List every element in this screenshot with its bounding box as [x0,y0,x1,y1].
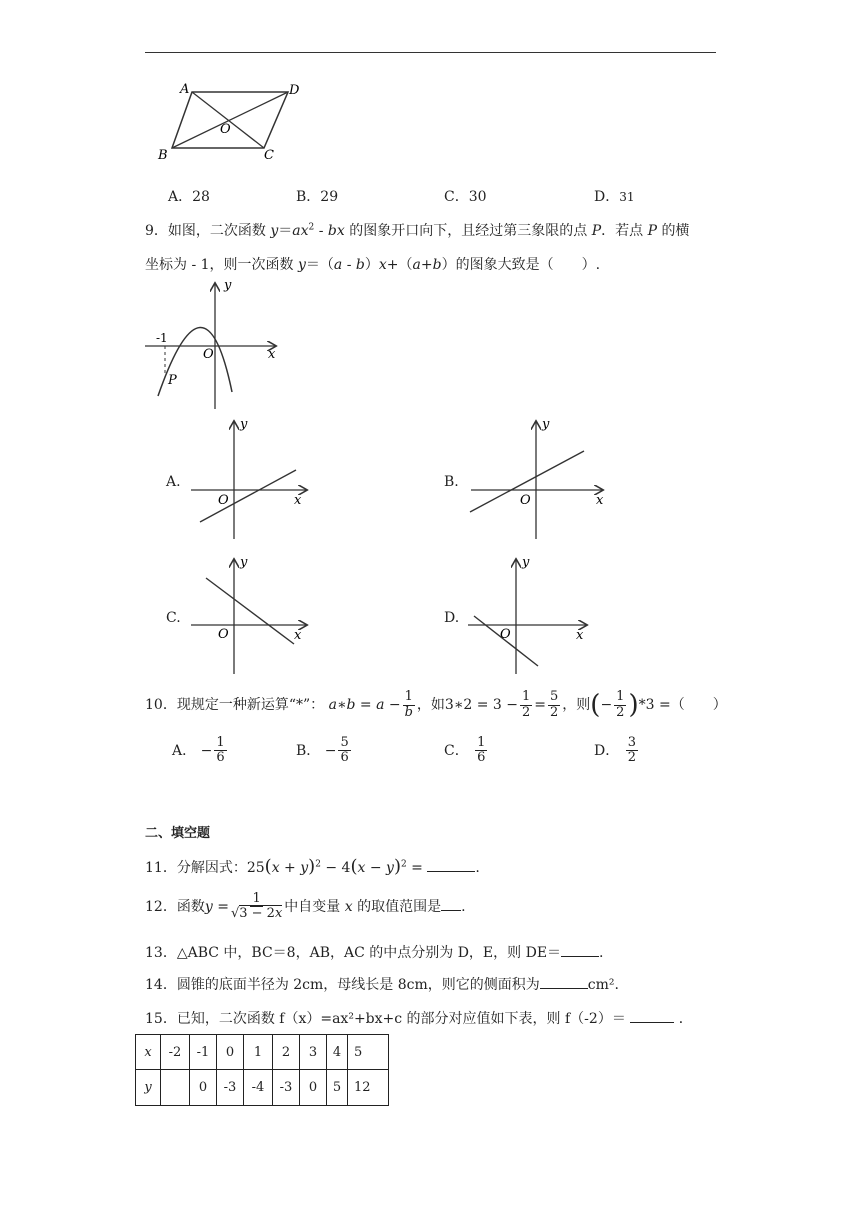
q8-option-a: A．28 [168,189,210,205]
q11-blank[interactable] [427,859,475,872]
label-O: O [520,493,531,508]
q12-blank[interactable] [441,898,461,911]
q13-blank[interactable] [561,944,599,957]
q9-option-b-label: B. [444,474,459,490]
label-B: B [158,148,168,163]
parabola-figure [140,276,290,416]
parallelogram-figure [150,76,320,166]
label-O: O [218,627,229,642]
q9-line1: 9．如图，二次函数 $y=ax^2$ - bx 的图象开口向下，且经过第三象限的点 P．若点 P 的横 [145,222,690,239]
q9-graph-b [466,414,611,542]
label-x: x [576,628,584,643]
q8-option-c: C．30 [444,189,487,205]
label-D: D [289,83,300,98]
header-rule [145,52,716,53]
q9-option-c-label: C. [166,610,181,626]
table-row-x: x -2 -1 0 1 2 3 4 5 [136,1035,389,1070]
q15-blank[interactable] [630,1010,674,1023]
label-y: y [522,555,530,570]
q10-option-c: C． $\frac{1}{6}$ [444,735,486,766]
label-P: P [168,373,177,388]
table-row-y: y 0 -3 -4 -3 0 5 12 [136,1070,389,1106]
q9-option-d-label: D. [444,610,460,626]
q13-line: 13．△ABC 中，BC＝8，AB，AC 的中点分别为 D，E，则 DE＝ . [145,945,604,961]
label-A: A [180,82,190,97]
q12-line: 12．函数y = $\frac{1}{√3 - 2x}$ 中自变量 x 的取值范围是 . [145,891,466,922]
label-x: x [294,628,302,643]
q10-option-a: A． − $\frac{1}{6}$ [172,735,225,766]
label-x: x [596,493,604,508]
q9-line2: 坐标为 - 1，则一次函数 y＝（a - b）x+（a+b）的图象大致是（ ）. [145,257,601,273]
q9-graph-c [186,552,316,676]
label-y: y [240,555,248,570]
q9-option-a-label: A. [166,474,181,490]
q9-graph-a [186,414,316,542]
q11-line: 11．分解因式：$25(x + y)^2 - 4(x - y)^2$ = . [145,856,480,877]
q15-line: 15．已知，二次函数 f（x）=ax²+bx+c 的部分对应值如下表，则 f（-2）＝ ． [145,1011,693,1027]
label-C: C [264,148,274,163]
q10-line: 10．现规定一种新运算“*”： a∗b = a − $\frac{1}{b}$ ，如3∗2 = 3 − $\frac{1}{2}$ = $\frac{5}{2}$ ，则(− $\frac{1}{2}$ )*3 =（ ） [145,689,727,720]
label-O: O [500,627,511,642]
label-neg1: -1 [156,331,168,345]
label-y: y [542,417,550,432]
label-y: y [224,278,232,293]
q10-option-d: D． $\frac{3}{2}$ [594,735,636,766]
label-O: O [220,122,231,137]
label-O: O [203,347,214,362]
section-title: 二、填空题 [145,826,211,841]
label-O: O [218,493,229,508]
label-y: y [240,417,248,432]
q8-option-b: B．29 [296,189,339,205]
value-table [135,1034,389,1106]
q9-graph-d [466,552,596,676]
q8-option-d: D．31 [594,189,635,205]
label-x: x [294,493,302,508]
q10-option-b: B． − $\frac{5}{6}$ [296,735,349,766]
label-x: x [268,347,276,362]
q14-blank[interactable] [540,976,588,989]
q14-line: 14．圆锥的底面半径为 2cm，母线长是 8cm，则它的侧面积为 cm². [145,977,619,993]
